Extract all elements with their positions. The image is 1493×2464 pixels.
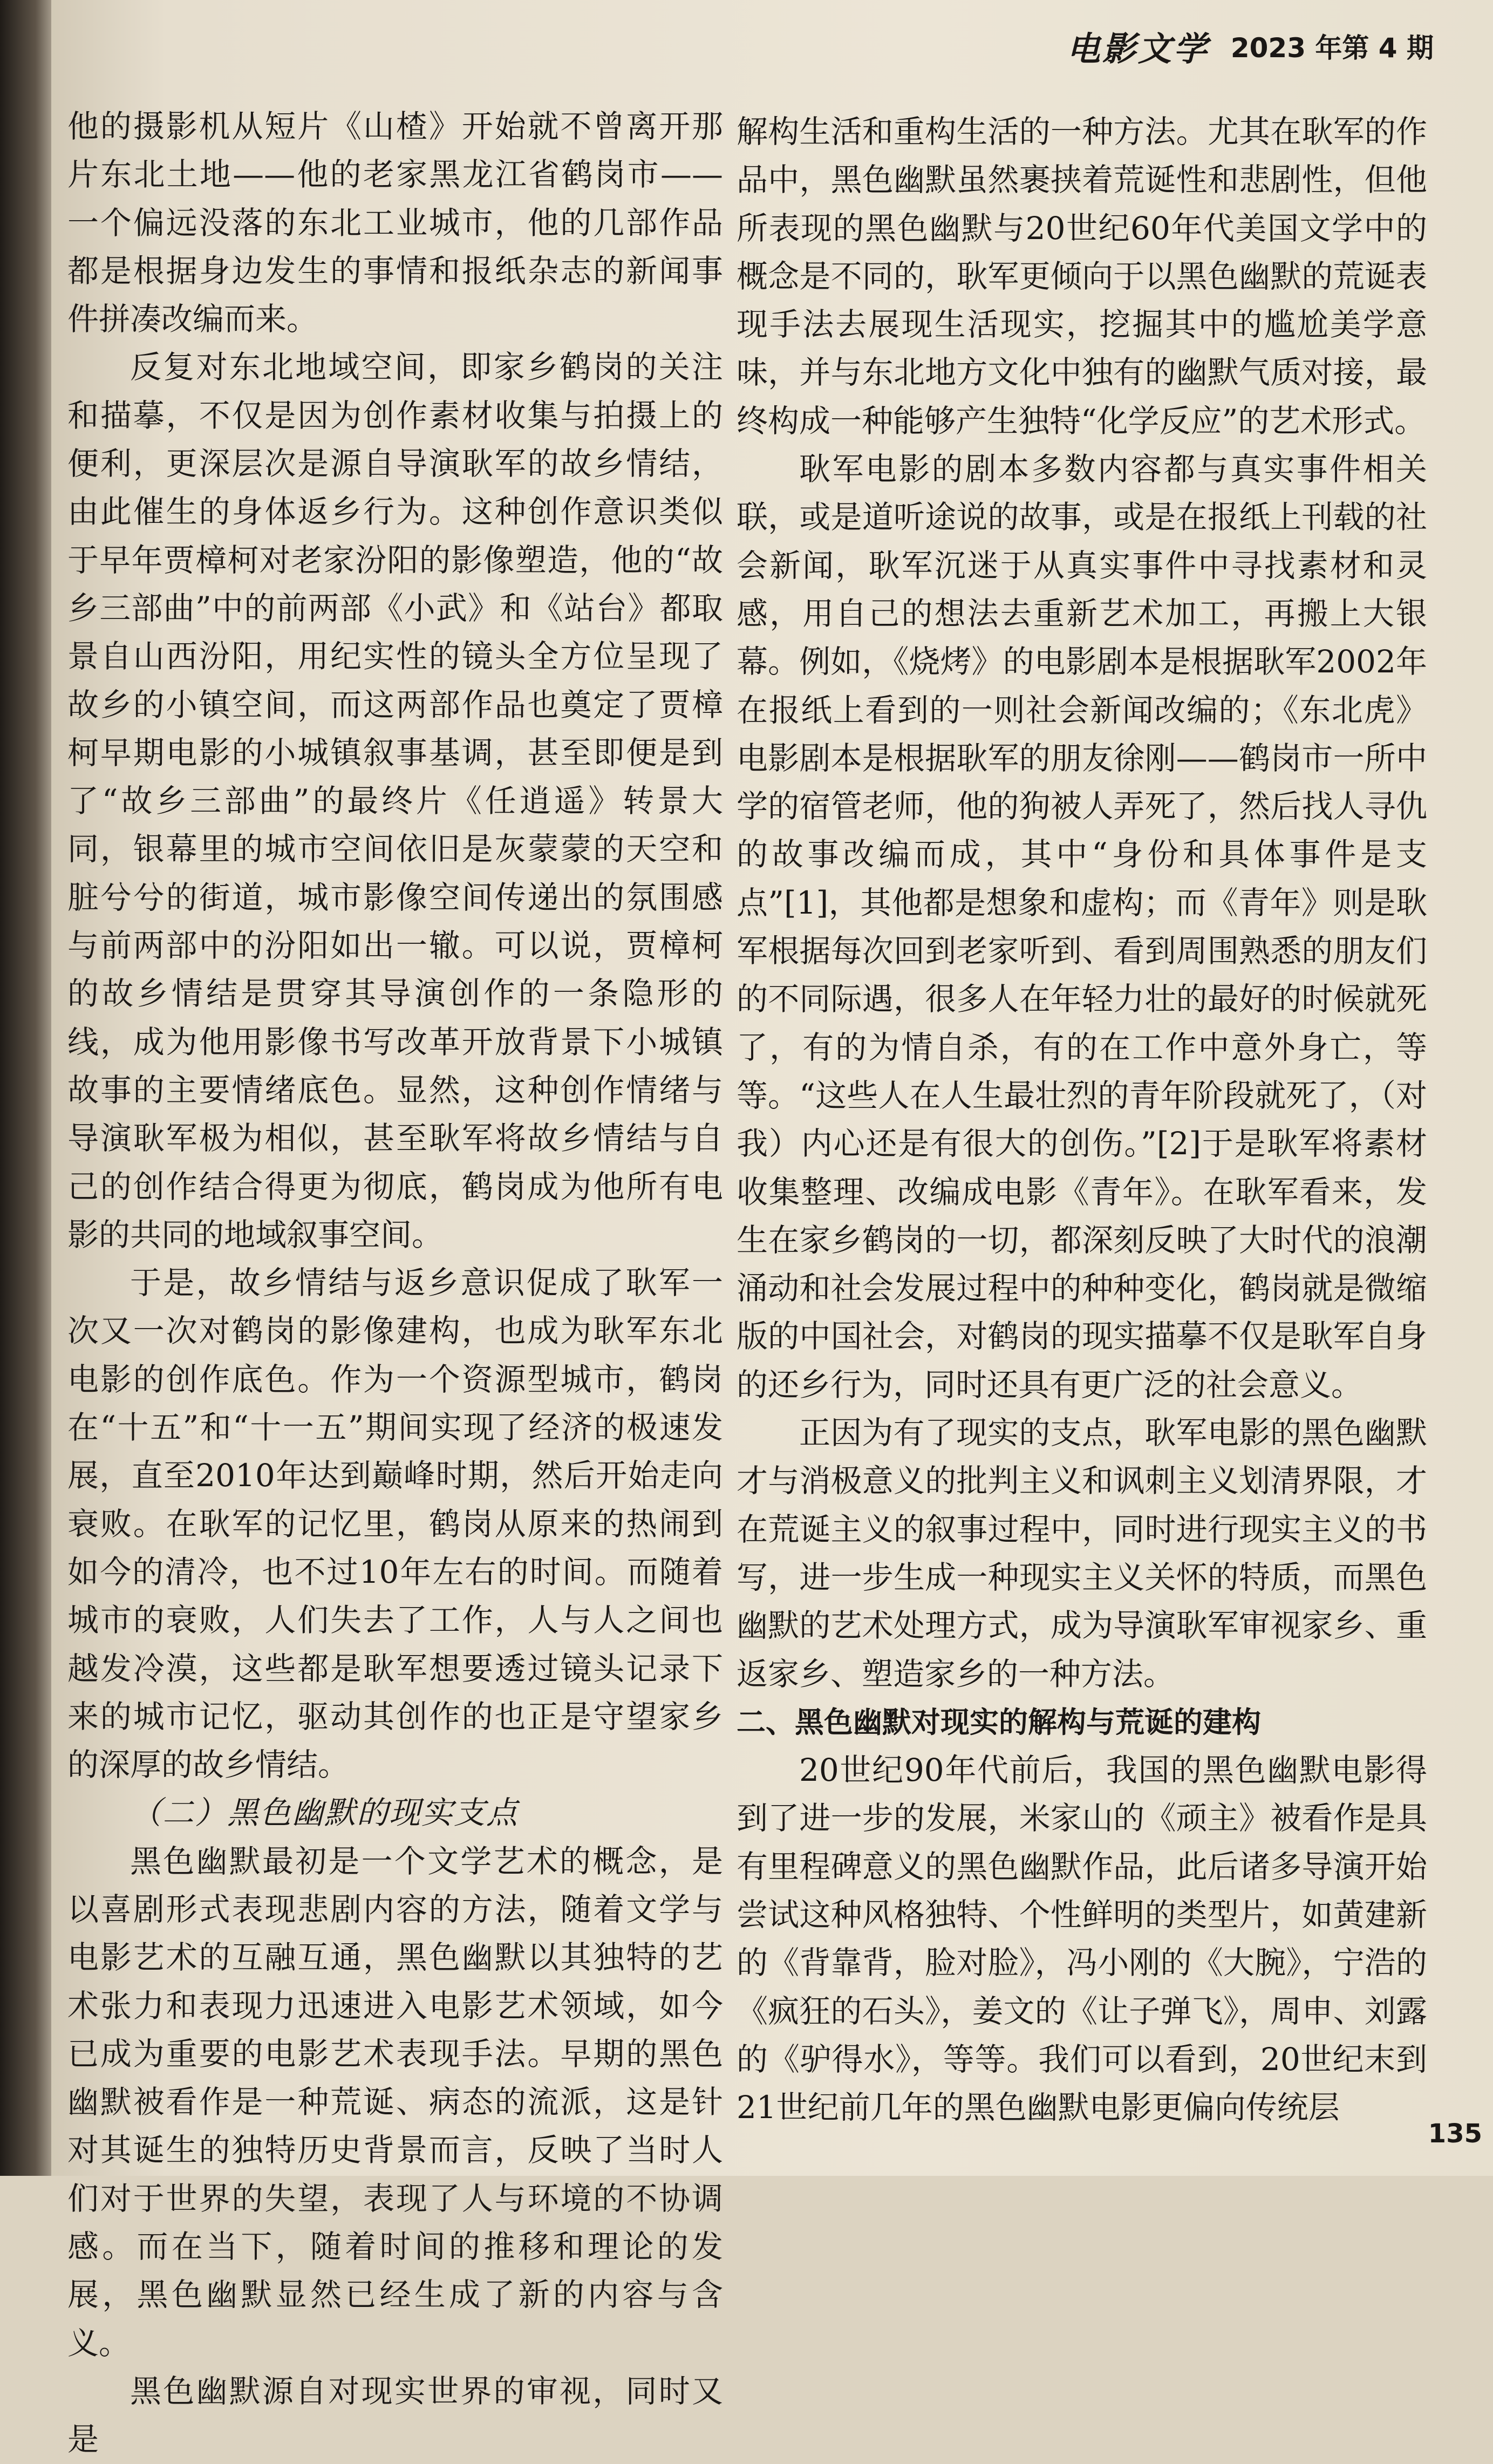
paragraph: 20世纪90年代前后，我国的黑色幽默电影得到了进一步的发展，米家山的《顽主》被看作是具有里程碑意义的黑色幽默作品，此后诸多导演开始尝试这种风格独特、个性鲜明的类型片，如黄建新的《背靠背，脸对脸》，冯小刚的《大腕》，宁浩的《疯狂的石头》，姜文的《让子弹飞》，周申、刘露的《驴得水》，等等。我们可以看到，20世纪末到21世纪前几年的黑色幽默电影更偏向传统层 [737, 1752, 1427, 2126]
section-heading: 二、黑色幽默对现实的解构与荒诞的建构 [737, 1705, 1261, 1739]
running-header [1067, 22, 1434, 70]
paragraph: 于是，故乡情结与返乡意识促成了耿军一次又一次对鹤岗的影像建构，也成为耿军东北电影的创作底色。作为一个资源型城市，鹤岗在“十五”和“十一五”期间实现了经济的极速发展，直至2010年达到巅峰时期，然后开始走向衰败。在耿军的记忆里，鹤岗从原来的热闹到如今的清冷，也不过10年左右的时间。而随着城市的衰败，人们失去了工作，人与人之间也越发冷漠，这些都是耿军想要透过镜头记录下来的城市记忆，驱动其创作的也正是守望家乡的深厚的故乡情结。 [67, 1264, 723, 1784]
paragraph: 正因为有了现实的支点，耿军电影的黑色幽默才与消极意义的批判主义和讽刺主义划清界限，才在荒诞主义的叙事过程中，同时进行现实主义的书写，进一步生成一种现实主义关怀的特质，而黑色幽默的艺术处理方式，成为导演耿军审视家乡、重返家乡、塑造家乡的一种方法。 [737, 1414, 1427, 1692]
paragraph: 耿军电影的剧本多数内容都与真实事件相关联，或是道听途说的故事，或是在报纸上刊载的社会新闻，耿军沉迷于从真实事件中寻找素材和灵感，用自己的想法去重新艺术加工，再搬上大银幕。例如，《烧烤》的电影剧本是根据耿军2002年在报纸上看到的一则社会新闻改编的；《东北虎》电影剧本是根据耿军的朋友徐刚——鹤岗市一所中学的宿管老师，他的狗被人弄死了，然后找人寻仇的故事改编而成，其中“身份和具体事件是支点”[1]，其他都是想象和虚构；而《青年》则是耿军根据每次回到老家听到、看到周围熟悉的朋友们的不同际遇，很多人在年轻力壮的最好的时候就死了，有的为情自杀，有的在工作中意外身亡，等等。“这些人在人生最壮烈的青年阶段就死了，（对我）内心还是有很大的创伤。”[2]于是耿军将素材收集整理、改编成电影《青年》。在耿军看来，发生在家乡鹤岗的一切，都深刻反映了大时代的浪潮涌动和社会发展过程中的种种变化，鹤岗就是微缩版的中国社会，对鹤岗的现实描摹不仅是耿军自身的还乡行为，同时还具有更广泛的社会意义。 [737, 451, 1427, 1403]
issue-label: 2023 年第 4 期 [1230, 32, 1434, 64]
paragraph-continued: 他的摄影机从短片《山楂》开始就不曾离开那片东北土地——他的老家黑龙江省鹤岗市——一个偏远没落的东北工业城市，他的几部作品都是根据身边发生的事情和报纸杂志的新闻事件拼凑改编而来。 [67, 108, 723, 338]
paragraph: 黑色幽默源自对现实世界的审视，同时又是 [67, 2372, 723, 2458]
subsection-heading: （二）黑色幽默的现实支点 [130, 1794, 519, 1832]
paragraph: 黑色幽默最初是一个文学艺术的概念，是以喜剧形式表现悲剧内容的方法，随着文学与电影艺术的互融互通，黑色幽默以其独特的艺术张力和表现力迅速进入电影艺术领域，如今已成为重要的电影艺术表现手法。早期的黑色幽默被看作是一种荒诞、病态的流派，这是针对其诞生的独特历史背景而言，反映了当时人们对于世界的失望，表现了人与环境的不协调感。而在当下，随着时间的推移和理论的发展，黑色幽默显然已经生成了新的内容与含义。 [67, 1842, 723, 2361]
journal-name: 电影文学 [1066, 29, 1209, 69]
paragraph: 反复对东北地域空间，即家乡鹤岗的关注和描摹，不仅是因为创作素材收集与拍摄上的便利，更深层次是源自导演耿军的故乡情结，由此催生的身体返乡行为。这种创作意识类似于早年贾樟柯对老家汾阳的影像塑造，他的“故乡三部曲”中的前两部《小武》和《站台》都取景自山西汾阳，用纪实性的镜头全方位呈现了故乡的小镇空间，而这两部作品也奠定了贾樟柯早期电影的小城镇叙事基调，甚至即便是到了“故乡三部曲”的最终片《任逍遥》转景大同，银幕里的城市空间依旧是灰蒙蒙的天空和脏兮兮的街道，城市影像空间传递出的氛围感与前两部中的汾阳如出一辙。可以说，贾樟柯的故乡情结是贯穿其导演创作的一条隐形的线，成为他用影像书写改革开放背景下小城镇故事的主要情绪底色。显然，这种创作情绪与导演耿军极为相似，甚至耿军将故乡情结与自己的创作结合得更为彻底，鹤岗成为他所有电影的共同的地域叙事空间。 [67, 349, 723, 1253]
page-number: 135 [1428, 2119, 1482, 2149]
paragraph-continued: 解构生活和重构生活的一种方法。尤其在耿军的作品中，黑色幽默虽然裹挟着荒诞性和悲剧性，但他所表现的黑色幽默与20世纪60年代美国文学中的概念是不同的，耿军更倾向于以黑色幽默的荒诞表现手法去展现生活现实，挖掘其中的尴尬美学意味，并与东北地方文化中独有的幽默气质对接，最终构成一种能够产生独特“化学反应”的艺术形式。 [737, 113, 1427, 439]
left-column [67, 103, 723, 2464]
right-column [737, 108, 1427, 2132]
